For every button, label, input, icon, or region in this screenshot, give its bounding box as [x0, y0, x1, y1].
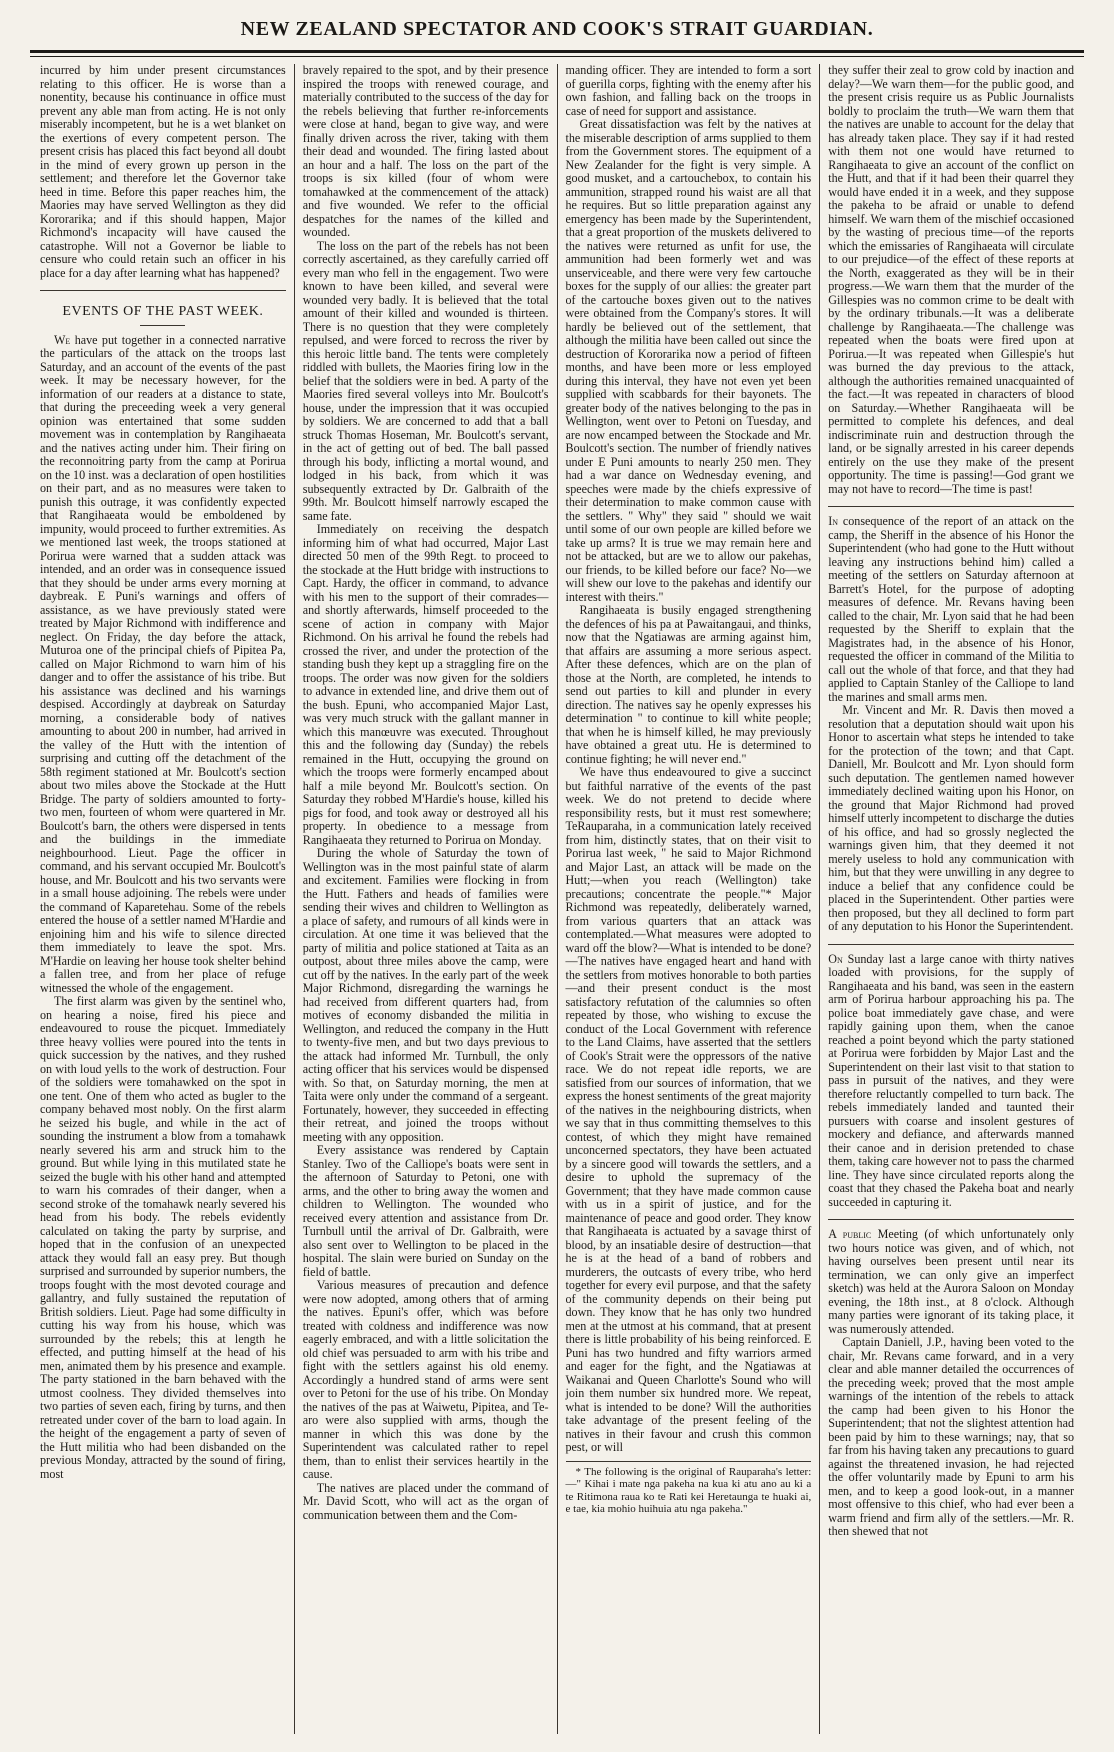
heading-underline — [140, 325, 185, 326]
col4-paragraph-1: they suffer their zeal to grow cold by inaction and delay?—We warn them—for the public good, and the present crisis require us as Public Journalists boldly to proclaim the truth—We warn them that the natives are unable to account for the delay that has already taken place. They say if it had rested with them not one would have returned to Rangihaeata to give an account of the conflict on the Hutt, and that if it had been their quarrel they would have ended it in a week, and they suppose the pakeha to be afraid or unable to defend himself. We warn them of the mischief occasioned by the wasting of precious time—of the reports which the emissaries of Rangihaeata will circulate to our prejudice—of the effect of these reports at the North, exaggerated as they will be in their progress.—We warn them that the murder of the Gillespies was no common crime to be dealt with by the ordinary tribunals.—It was a deliberate challenge by Rangihaeata.—The challenge was repeated when the boats were fired upon at Porirua.—It was repeated when Gillespie's hut was burned the day previous to the attack, although the authorities remained unacquainted of the fact.—It was repeated in characters of blood on Saturday.—Whether Rangihaeata will be permitted to complete his defences, and deal indiscriminate ruin and destruction through the land, or be signally arrested in his career depends entirely on the use they make of the present opportunity. The time is passing!—God grant we may not have to record—The time is past! — [828, 64, 1074, 496]
col4-paragraph-5 — [828, 1228, 1074, 1336]
col3-paragraph-2: Great dissatisfaction was felt by the natives at the miserable description of arms supplied to them from the Government stores. The equipment of a New Zealander for the fight is very simple. A good musket, and a cartouchebox, to contain his ammunition, strapped round his waist are all that he requires. But so little preparation against any emergency has been made by the Superintendent, that a great proportion of the muskets delivered to the natives were returned as unfit for use, the ammunition had been formerly wet and was unserviceable, and there were very few cartouche boxes for the supply of our allies: the greater part of the cartouche boxes given out to the natives were obtained from the Company's stores. It will hardly be believed out of the settlement, that although the militia have been called out since the destruction of Kororarika now a period of fifteen months, and have been more or less employed during this interval, they have not even yet been supplied with scabbards for their bayonets. The greater body of the natives belonging to the pas in Wellington, went over to Petoni on Tuesday, and are now encamped between the Stockade and Mr. Boulcott's section. The number of friendly natives under E Puni amounts to nearly 250 men. They had a war dance on Wednesday evening, and speeches were made by the chiefs expressive of their determination to make common cause with the settlers. " Why" they said " should we wait until some of our own people are killed before we take up arms? It is true we may remain here and not be attacked, but are we to allow our pakehas, our friends, to be killed before our face? No—we will shew our love to the pakehas and identify our interest with theirs." — [565, 117, 812, 604]
footnote — [566, 1461, 812, 1516]
col4-paragraph-4-text: Sunday last a large canoe with thirty natives loaded with provisions, for the supply of Rangihaeata and his band, was seen in the eastern arm of Porirua harbour approaching his pa. The police boat immediately gave chase, and were rapidly gaining upon them, when the canoe reached a point beyond which the party stationed at Porirua were forbidden by Major Last and the Superintendent on their last visit to that station to pass in pursuit of the natives, and they were therefore reluctantly compelled to turn back. The rebels immediately landed and taunted their pursuers with coarse and insolent gestures of mockery and defiance, and afterwards manned their canoe and in derision pretended to chase them, taking care however not to pass the charmed line. They have since circulated reports along the coast that they chased the Pakeha boat and nearly succeeded in capturing it. — [828, 951, 1074, 1209]
col4-paragraph-4 — [828, 953, 1074, 1210]
column-4 — [820, 64, 1082, 1734]
col1-paragraph-1: incurred by him under present circumstances relating to this officer. He is worse than a nonentity, because his continuance in office must prevent any able man from acting. He is not only miserably incompetent, but he is a wet blanket on the exertions of every competent person. The present crisis has placed this fact beyond all doubt in the mind of every grown up person in the settlement; and therefore let the Governor take heed in time. Before this paper reaches him, the Maories may have served Wellington as they did Kororarika; and if this should happen, Major Richmond's incapacity will have caused the catastrophe. Will not a Governor be liable to censure who could retain such an officer in his place for a day after learning what has happened? — [40, 64, 286, 280]
col2-paragraph-5: Every assistance was rendered by Captain Stanley. Two of the Calliope's boats were sent in the afternoon of Saturday to Petoni, one with arms, and the other to bring away the women and children to Wellington. The wounded who received every attention and assistance from Dr. Turnbull until the arrival of Dr. Galbraith, were also sent over to Wellington to be placed in the hospital. The slain were buried on Sunday on the field of battle. — [302, 1143, 549, 1279]
article-divider — [828, 506, 1074, 507]
masthead-title: NEW ZEALAND SPECTATOR AND COOK'S STRAIT GUARDIAN. — [240, 18, 874, 40]
col1-paragraph-2-text: have put together in a connected narrative the particulars of the attack on the troops last Saturday, and an account of the events of the past week. It may be necessary however, for the information of our readers at a distance to state, that during the preceeding week a very general opinion was entertained that some sudden movement was in contemplation by Rangihaeata and the natives acting under him. Their firing on the reconnoitring party from the camp at Porirua on the 10 inst. was a declaration of open hostilities on their part, and as no measures were taken to punish this outrage, it was confidently expected that Rangihaeata would be emboldened by impunity, would proceed to further extremities. As we mentioned last week, the troops stationed at Porirua were warned that a sudden attack was intended, and an order was in consequence issued that they should be under arms every morning at daybreak. E Puni's warnings and offers of assistance, as we have previously stated were treated by Major Richmond with indifference and neglect. On Friday, the day before the attack, Muturoa one of the principal chiefs of Pipitea Pa, called on Major Richmond to warn him of his danger and to offer the assistance of his tribe. But his assistance was declined and his warnings despised. Accordingly at daybreak on Saturday morning, a considerable body of natives amounting to about 200 in number, had arrived in the valley of the Hutt with the intention of surprising and cutting off the detachment of the 58th regiment stationed at Mr. Boulcott's section about two miles above the Stockade at the Hutt Bridge. The party of soldiers amounted to forty-two men, fourteen of whom were quartered in Mr. Boulcott's barn, the others were dispersed in tents and the buildings in the immediate neighbourhood. Lieut. Page the officer in command, and his servant occupied Mr. Boulcott's house, and Mr. Boulcott and his two servants were in a small house adjoining. The rebels were under the command of Kaparetehau. Some of the rebels entered the house of a settler named M'Hardie and enjoining him and his wife to silence directed them immediately to leave the spot. Mrs. M'Hardie on leaving her house took shelter behind a fallen tree, and from her place of refuge witnessed the whole of the engagement. — [40, 332, 286, 995]
drop-lead-we: We — [54, 332, 71, 347]
col3-paragraph-3: Rangihaeata is busily engaged strengthening the defences of his pa at Pawaitangaui, and thinks, now that the Ngatiawas are arming against him, that affairs are assuming a more serious aspect. After these defences, which are on the plan of those at the North, are completed, he intends to send out parties to kill and plunder in every direction. The natives say he openly expresses his determination " to continue to kill white people; that when he is himself killed, he may previously have obtained a great utu. He is determined to continue fighting; he will never end." — [565, 603, 812, 766]
article-divider — [828, 1219, 1074, 1220]
col1-paragraph-2 — [40, 334, 286, 996]
footnote-text: * The following is the original of Rauparaha's letter:—" Kihai i mate nga pakeha na kua ki atu ano au ki a te Ritimona raua ko te Rati kei Heretaunga te huaki ai, e tae, kia mohio huihuia atu nga pakeha." — [565, 1465, 812, 1515]
col4-paragraph-5-text: Meeting (of which unfortunately only two hours notice was given, and of which, not having ourselves been present until near its termination, we can only give an imperfect sketch) was held at the Aurora Saloon on Monday evening, the 18th inst., at 8 o'clock. Although many parties were ignorant of its taking place, it was numerously attended. — [828, 1227, 1074, 1336]
drop-lead-on: On — [828, 951, 843, 966]
col3-paragraph-1: manding officer. They are intended to form a sort of guerilla corps, fighting with the enemy after his own fashion, and falling back on the troops in case of need for support and assistance. — [565, 64, 812, 118]
col2-paragraph-1: bravely repaired to the spot, and by their presence inspired the troops with renewed courage, and materially contributed to the success of the day for the rebels believing that further re-inforcements were close at hand, began to give way, and were finally driven across the river, taking with them their dead and wounded. The firing lasted about an hour and a half. The loss on the part of the troops is six killed (four of whom were tomahawked at the commencement of the attack) and five wounded. We refer to the official despatches for the names of the killed and wounded. — [302, 64, 549, 239]
article-columns — [32, 64, 1082, 1734]
drop-lead-in: In — [828, 514, 839, 528]
col4-paragraph-6: Captain Daniell, J.P., having been voted to the chair, Mr. Revans came forward, and in a very clear and able manner detailed the occurrences of the preceding week; proved that the most ample warnings of the intention of the rebels to attack the camp had been given to his Honor the Superintendent; that not the slightest attention had been paid by him to these warnings; nay, that so far from his having taken any precautions to guard against the threatened invasion, he had rejected the offer voluntarily made by Epuni to arm his men, and to keep a good look-out, in a manner most offensive to this chief, who had ever been a warm friend and firm ally of the settlers.—Mr. R. then shewed that not — [828, 1335, 1074, 1538]
column-3 — [558, 64, 821, 1734]
col2-paragraph-7: The natives are placed under the command of Mr. David Scott, who will act as the organ of communication between them and the Com- — [302, 1480, 549, 1522]
col2-paragraph-4: During the whole of Saturday the town of Wellington was in the most painful state of alarm and excitement. Families were flocking in from the Hutt. Fathers and heads of families were sending their wives and children to Wellington as a place of safety, and rumours of all kinds were in circulation. At one time it was believed that the party of militia and police stationed at Taita as an outpost, about three miles above the camp, were cut off by the natives. In the early part of the week Major Richmond, disregarding the warnings he had received from different quarters had, from motives of economy disbanded the militia in Wellington, and reduced the company in the Hutt to twenty-five men, and but two days previous to the attack had informed Mr. Turnbull, the only acting officer that his services would be dispensed with. So that, on Saturday morning, the men at Taita were only under the command of a sergeant. Fortunately, however, they succeeded in effecting their retreat, and joined the troops without meeting with any opposition. — [302, 846, 549, 1144]
section-heading-events: EVENTS OF THE PAST WEEK. — [62, 304, 264, 319]
col4-paragraph-2 — [828, 515, 1074, 704]
col2-paragraph-3: Immediately on receiving the despatch informing him of what had occurred, Major Last directed 50 men of the 99th Regt. to proceed to the stockade at the Hutt bridge with instructions to Capt. Hardy, the officer in command, to advance with his men to the support of their comrades—and shortly afterwards, himself proceeded to the scene of action in company with Major Richmond. On his arrival he found the rebels had crossed the river, and under the protection of the standing bush they kept up a straggling fire on the troops. The order was now given for the soldiers to advance in extended line, and drive them out of the bush. Epuni, who accompanied Major Last, was very much struck with the gallant manner in which this manœuvre was executed. Throughout this and the following day (Sunday) the rebels remained in the Hutt, occupying the ground on which the troops were formerly encamped about half a mile beyond Mr. Boulcott's section. On Saturday they robbed M'Hardie's house, killed his pigs for food, and took away or destroyed all his property. In obedience to a message from Rangihaeata they returned to Porirua on Monday. — [302, 522, 549, 847]
col1-paragraph-3: The first alarm was given by the sentinel who, on hearing a noise, fired his piece and endeavoured to rouse the picquet. Immediately three heavy vollies were poured into the tents in quick succession by the natives, and they rushed on with loud yells to the work of destruction. Four of the soldiers were tomahawked on the spot in one tent. One of them who acted as bugler to the company behaved most nobly. On the first alarm he seized his bugle, and while in the act of sounding the instrument a blow from a tomahawk nearly severed his arm and struck him to the ground. But while lying in this mutilated state he seized the bugle with his other hand and attempted to warn his comrades of their danger, when a second stroke of the tomahawk nearly severed his head from his body. The rebels evidently calculated on taking the party by surprise, and hoped that in the confusion of an unexpected attack they would fall an easy prey. But though surprised and surrounded by superior numbers, the troops fought with the most devoted courage and gallantry, and fully sustained the reputation of British soldiers. Lieut. Page had some difficulty in cutting his way from his house, which was surrounded by the rebels; this at length he effected, and putting himself at the head of his men, animated them by his presence and example. The party stationed in the barn behaved with the utmost coolness. They divided themselves into two parties of seven each, firing by turns, and then retreated under cover of the barn to load again. In the height of the engagement a party of seven of the Hutt militia who had been disbanded on the previous Monday, attracted by the sound of firing, most — [40, 994, 286, 1481]
col4-paragraph-3: Mr. Vincent and Mr. R. Davis then moved a resolution that a deputation should wait upon his Honor to ascertain what steps he intended to take for the protection of the town; and that Capt. Daniell, Mr. Boulcott and Mr. Lyon should form such deputation. The gentlemen named however immediately declined waiting upon his Honor, on the ground that Major Richmond had proved himself utterly incompetent to discharge the duties of his office, and had so grossly neglected the warnings given him, that they deemed it not merely useless to hold any communication with him, but that they were unwilling in any degree to induce a belief that any confidence could be placed in the Superintendent. Other parties were then proposed, but they all declined to form part of any deputation to his Honor the Superintendent. — [828, 703, 1074, 933]
col2-paragraph-6: Various measures of precaution and defence were now adopted, among others that of arming the natives. Epuni's offer, which was before treated with coldness and indifference was now eagerly embraced, and with a little solicitation the old chief was persuaded to arm with his tribe and fight with the settlers against his old enemy. Accordingly a hundred stand of arms were sent over to Petoni for the use of his tribe. On Monday the natives of the pas at Waiwetu, Pipitea, and Te-aro were also supplied with arms, though the manner in which this was done by the Superintendent was calculated rather to repel them, than to enlist their services heartily in the cause. — [302, 1278, 549, 1481]
column-1 — [32, 64, 295, 1734]
col2-paragraph-2: The loss on the part of the rebels has not been correctly ascertained, as they carefully carried off every man who fell in the engagement. Two were known to have been killed, and several were wounded very badly. It is believed that the total amount of their killed and wounded is thirteen. There is no question that they were completely repulsed, and were forced to recross the river by this heroic little band. The tents were completely riddled with bullets, the Maories firing low in the belief that the soldiers were in bed. A party of the Maories fired several volleys into Mr. Boulcott's house, under the impression that it was occupied by soldiers. We are concerned to add that a ball struck Thomas Hoseman, Mr. Boulcott's servant, in the act of getting out of bed. The ball passed through his body, inflicting a mortal wound, and lodged in his back, from which it was subsequently extracted by Dr. Galbraith of the 99th. Mr. Boulcott himself narrowly escaped the same fate. — [302, 238, 549, 523]
section-divider — [40, 290, 286, 291]
article-divider — [828, 944, 1074, 945]
masthead-rule-thick — [30, 50, 1084, 53]
drop-lead-public: A public — [828, 1227, 872, 1241]
column-2 — [295, 64, 558, 1734]
masthead-rule-thin — [30, 56, 1084, 57]
col3-paragraph-4: We have thus endeavoured to give a succinct but faithful narrative of the events of the past week. We do not pretend to decide where responsibility rests, but it must rest somewhere; TeRauparaha, in a communication lately received from him, distinctly states, that on their visit to Porirua last week, " he said to Major Richmond and Major Last, an attack will be made on the Hutt;—when you reach (Wellington) take precautions; concentrate the people."* Major Richmond was repeatedly, deliberately warned, from various quarters that an attack was contemplated.—What measures were adopted to ward off the blow?—What is intended to be done?—The natives have engaged heart and hand with the settlers from motives honorable to both parties—and their present conduct is the most satisfactory refutation of the calumnies so often repeated by those, who wishing to excuse the conduct of the Local Government with reference to the Land Claims, have asserted that the settlers of Cook's Strait were the oppressors of the native race. We do not repeat idle reports, we are satisfied from our sources of information, that we express the honest sentiments of the great majority of the natives in the neighbouring districts, when we say that in thus committing themselves to this contest, of which they might have remained unconcerned spectators, they have been actuated by a sincere good will towards the settlers, and a desire to uphold the supremacy of the Government; that they have made common cause with us in a spirit of justice, and for the maintenance of peace and good order. They know that Rangihaeata is actuated by a savage thirst of blood, by an insatiable desire of destruction—that he is at the head of a band of robbers and murderers, the outcasts of every tribe, who herd together for every evil purpose, and that the safety of the community depends on their being put down. They know that he has only two hundred men at the utmost at his command, that at present there is little probability of his being reinforced. E Puni has two hundred and fifty warriors armed and eager for the fight, and the Ngatiawas at Waikanai and Queen Charlotte's Sound who will join them number six hundred more. We repeat, what is intended to be done? Will the authorities take advantage of the present feeling of the natives in their favour and crush this common pest, or will — [565, 765, 812, 1454]
col4-paragraph-2-text: consequence of the report of an attack on the camp, the Sheriff in the absence of his Honor the Superintendent (who had gone to the Hutt without leaving any instructions behind him) called a meeting of the settlers on Saturday afternoon at Barrett's Hotel, for the purpose of adopting measures of defence. Mr. Revans having been called to the chair, Mr. Lyon said that he had been requested by the Sheriff to explain that the Magistrates had, in the absence of his Honor, requested the officer in command of the Militia to call out the whole of that force, and that they had applied to Captain Stanley of the Calliope to land the marines and small arms men. — [828, 514, 1074, 704]
